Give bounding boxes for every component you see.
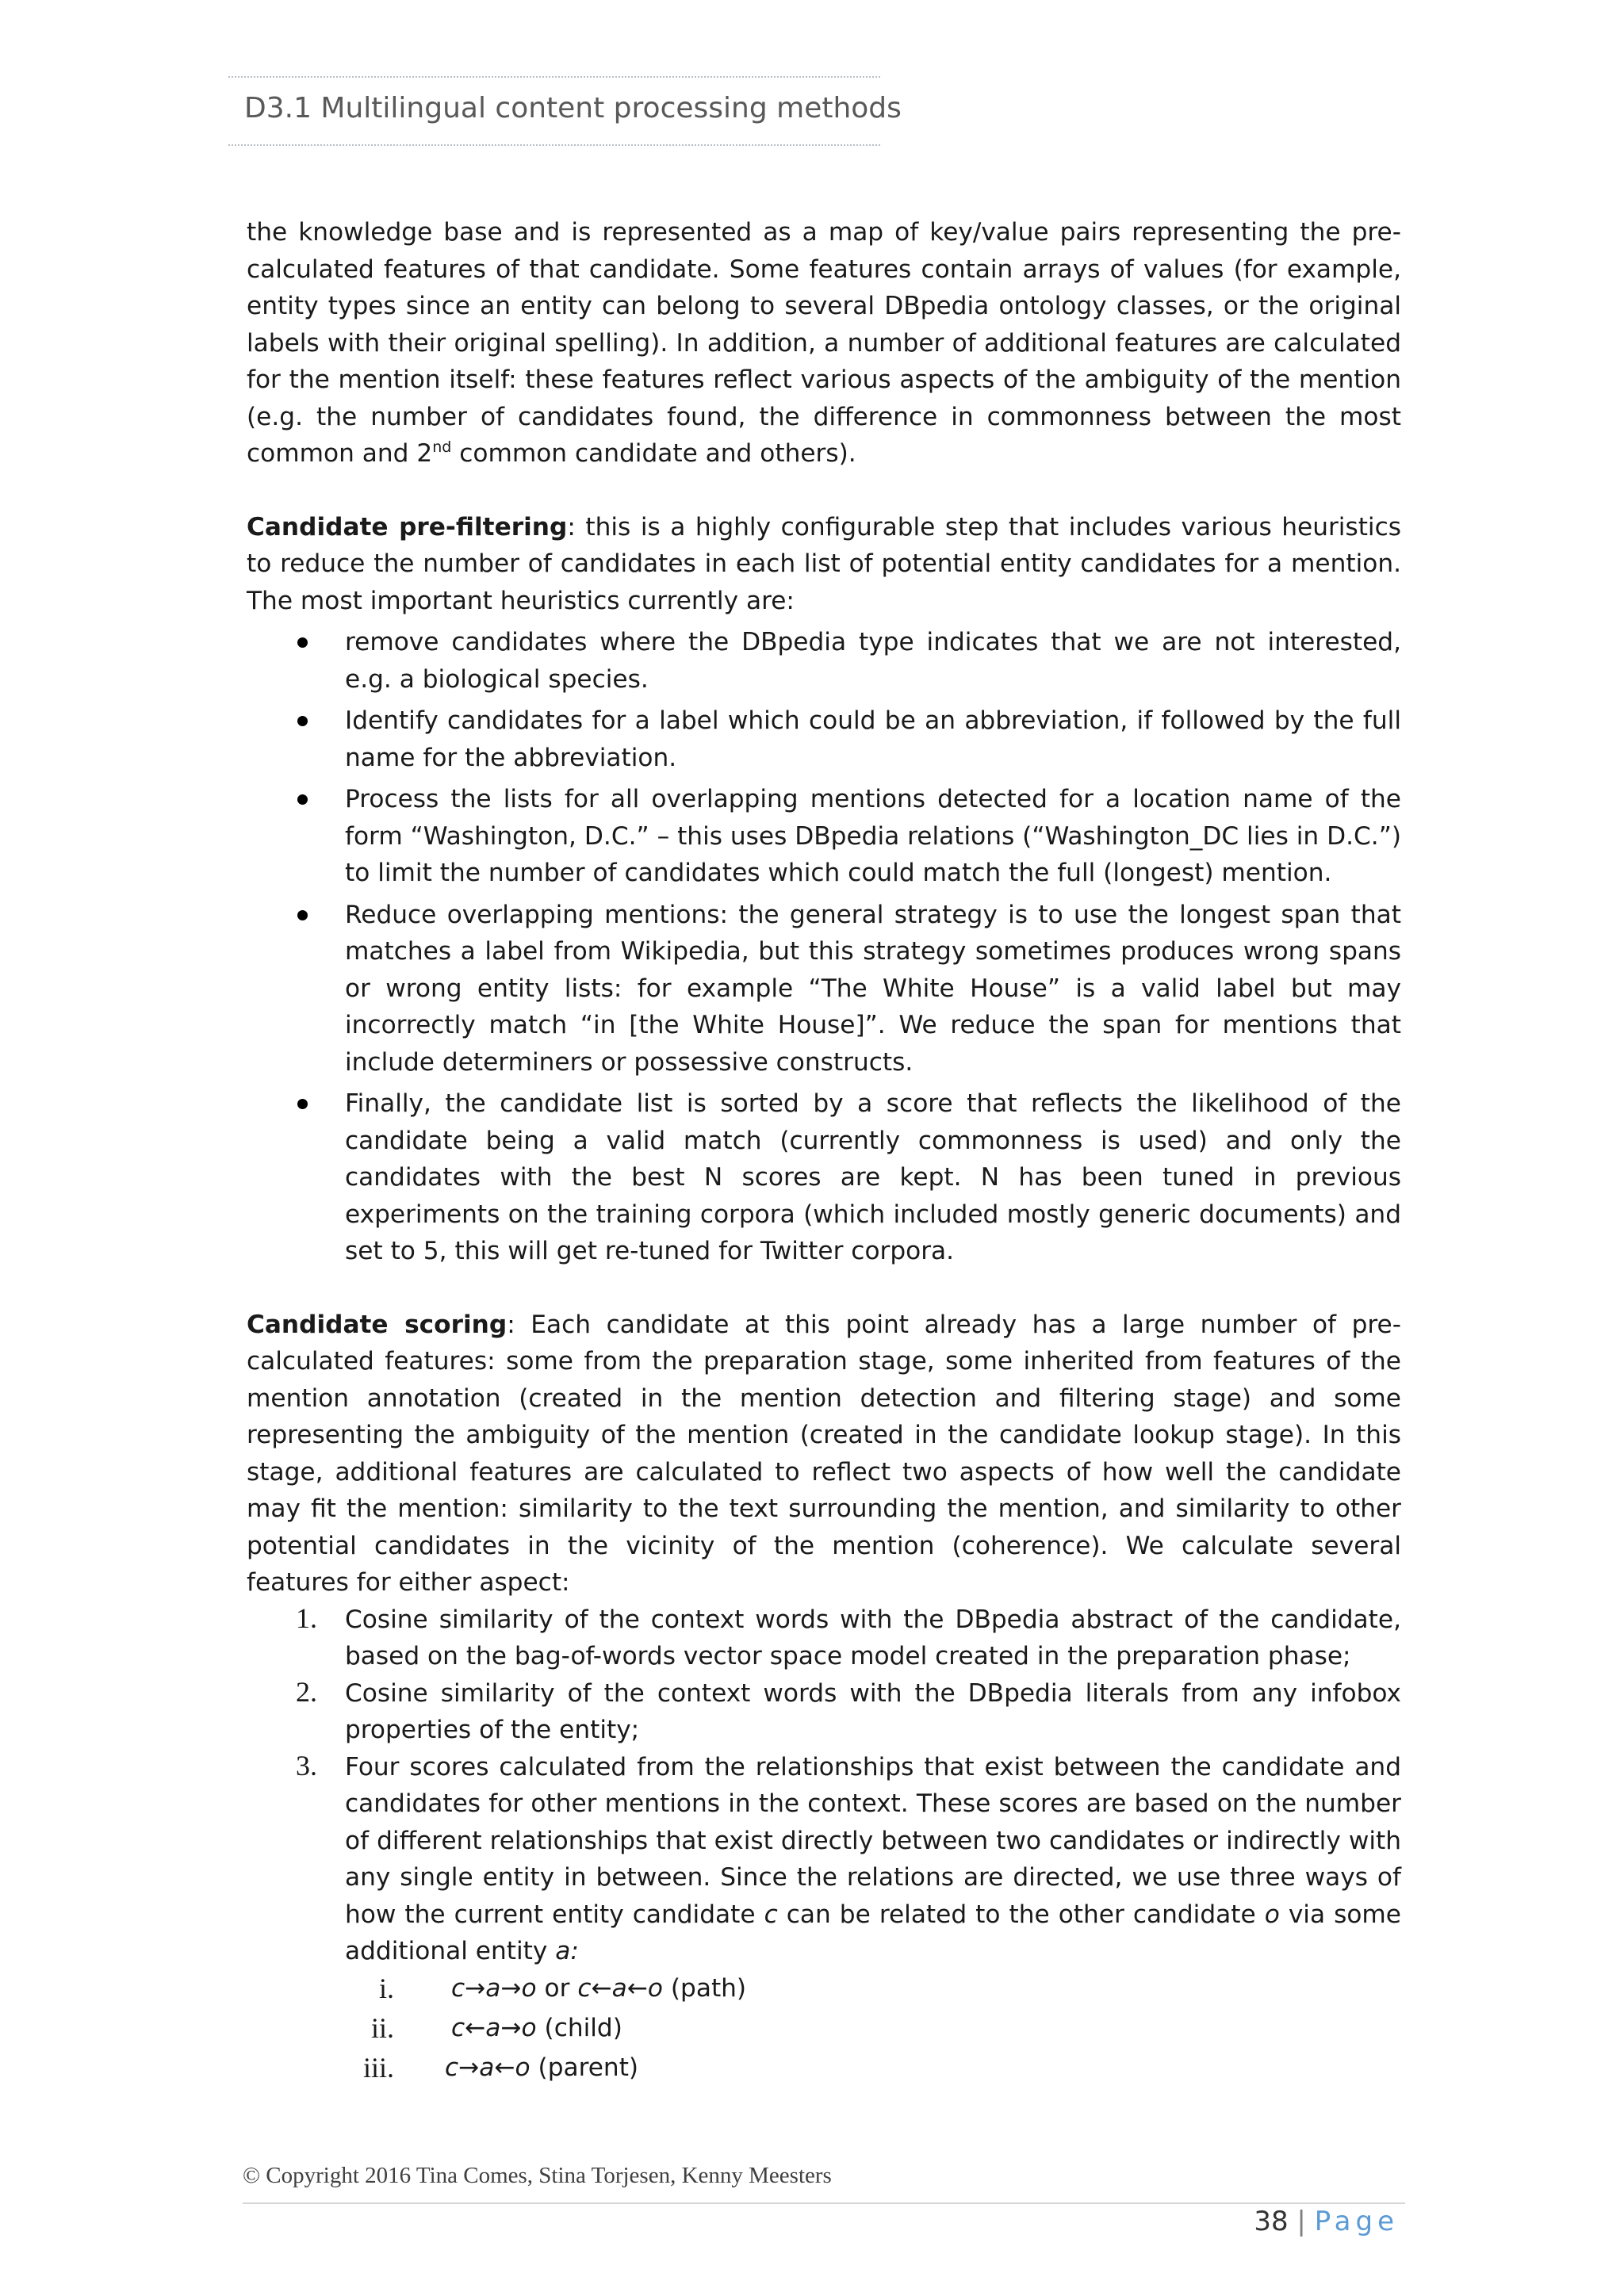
relation-label: (parent): [530, 2053, 639, 2082]
copyright-notice: © Copyright 2016 Tina Comes, Stina Torjesen, Kenny Meesters: [243, 2163, 832, 2188]
roman-numeral: ii.: [370, 2011, 394, 2044]
footer-divider: [243, 2202, 1405, 2204]
relation-child: [247, 2010, 1401, 2049]
variable-c: c: [764, 1900, 778, 1929]
relation-expression: c←a→o: [451, 2013, 537, 2042]
list-number: 2.: [296, 1675, 317, 1708]
bullet-icon: [297, 716, 308, 726]
list-item-text: Four scores calculated from the relationships that exist between the candidate and candidates for other mentions in the context. These scores are based on the number of different relationships that exist directly between two candidates or indirectly with any single entity in between. Since the relations are directed, we use three ways of how the current entity candidate: [345, 1752, 1401, 1929]
relation-expression: c→a→o: [451, 1973, 537, 2003]
relation-label: (child): [536, 2013, 622, 2042]
bullet-icon: [297, 1099, 308, 1109]
page-number-value: 38: [1254, 2206, 1289, 2237]
ordinal-superscript: nd: [432, 438, 452, 456]
relation-path: [247, 1970, 1401, 2010]
relation-label: (path): [662, 1973, 747, 2003]
bullet-icon: [297, 637, 308, 648]
list-item-text: Reduce overlapping mentions: the general strategy is to use the longest span that matches a label from Wikipedia, but this strategy sometimes produces wrong spans or wrong entity lists: for example “The White House” is a valid label but may incorrectly match “in [the White House]”. We reduce the span for mentions that include determiners or possessive constructs.: [345, 900, 1401, 1077]
list-item-text: Finally, the candidate list is sorted by a score that reflects the likelihood of the candidate being a valid match (currently commonness is used) and only the candidates with the best N scores are kept. N has been tuned in previous experiments on the training corpora (which included mostly generic documents) and set to 5, this will get re-tuned for Twitter corpora.: [345, 1089, 1401, 1265]
list-item-text-mid: can be related to the other candidate: [777, 1900, 1265, 1929]
page-separator: |: [1297, 2206, 1306, 2237]
variable-o: o: [1264, 1900, 1280, 1929]
paragraph-text-end: common candidate and others).: [451, 439, 856, 468]
list-item-text-end: via some additional entity: [345, 1900, 1401, 1965]
relation-or: or: [536, 1973, 578, 2003]
relation-text: [445, 2049, 638, 2087]
list-item: [247, 1749, 1401, 1970]
relation-text: [451, 1970, 746, 2007]
page-number: [1254, 2206, 1399, 2237]
list-number: 1.: [296, 1601, 317, 1634]
paragraph-scoring: [247, 1307, 1401, 1601]
list-item-text: Identify candidates for a label which could be an abbreviation, if followed by the full name for the abbreviation.: [345, 706, 1401, 772]
heuristics-list: [247, 624, 1401, 1270]
list-item: [247, 897, 1401, 1081]
features-list: [247, 1601, 1401, 1970]
bullet-icon: [297, 794, 308, 805]
variable-a: a:: [555, 1937, 579, 1965]
paragraph-features: [247, 214, 1401, 473]
list-item: [247, 702, 1401, 776]
roman-numeral: iii.: [362, 2051, 394, 2084]
page-header: [228, 76, 902, 146]
paragraph-text: the knowledge base and is represented as a map of key/value pairs representing the pre-calculated features of that candidate. Some features contain arrays of values (for example, entity types since an entity can belong to several DBpedia ontology classes, or the original labels with their original spelling). In addition, a number of additional features are calculated for the mention itself: these features reflect various aspects of the ambiguity of the mention (e.g. the number of candidates found, the difference in commonness between the most common and 2: [247, 218, 1401, 468]
list-item: [247, 624, 1401, 698]
prefilter-intro-text: : this is a highly configurable step that includes various heuristics to reduce the number of candidates in each list of potential entity candidates for a mention. The most important heuristics currently are:: [247, 512, 1401, 615]
list-item-text: Process the lists for all overlapping mentions detected for a location name of the form “Washington, D.C.” – this uses DBpedia relations (“Washington_DC lies in D.C.”) to limit the number of candidates which could match the full (longest) mention.: [345, 785, 1402, 887]
section-heading-scoring: Candidate scoring: [247, 1310, 508, 1339]
list-item-text: remove candidates where the DBpedia type indicates that we are not interested, e.g. a biological species.: [345, 628, 1401, 694]
scoring-intro-text: : Each candidate at this point already has a large number of pre-calculated features: some from the preparation stage, some inherited from features of the mention annotation (created in the mention detection and filtering stage) and some representing the ambiguity of the mention (created in the candidate lookup stage). In this stage, additional features are calculated to reflect two aspects of how well the candidate may fit the mention: similarity to the text surrounding the mention, and similarity to other potential candidates in the vicinity of the mention (coherence). We calculate several features for either aspect:: [247, 1310, 1401, 1597]
bullet-icon: [297, 910, 308, 920]
list-item-text: Cosine similarity of the context words with the DBpedia abstract of the candidate, based on the bag-of-words vector space model created in the preparation phase;: [345, 1605, 1401, 1670]
document-title: D3.1 Multilingual content processing methods: [244, 92, 902, 124]
list-number: 3.: [296, 1749, 317, 1781]
relation-parent: [247, 2049, 1401, 2089]
relation-expression: c→a←o: [445, 2053, 530, 2082]
relation-text: [451, 2010, 622, 2047]
list-item: [247, 1675, 1401, 1749]
body-text: [247, 214, 1401, 2089]
list-item-text: Cosine similarity of the context words with the DBpedia literals from any infobox properties of the entity;: [345, 1678, 1401, 1744]
paragraph-prefiltering: [247, 509, 1401, 620]
list-item: [247, 1085, 1401, 1270]
list-item: [247, 781, 1401, 892]
section-heading-prefiltering: Candidate pre-filtering: [247, 512, 568, 541]
list-item: [247, 1601, 1401, 1675]
roman-numeral: i.: [378, 1972, 394, 2004]
page-word: Page: [1314, 2206, 1399, 2237]
relation-expression-2: c←a←o: [577, 1973, 663, 2003]
